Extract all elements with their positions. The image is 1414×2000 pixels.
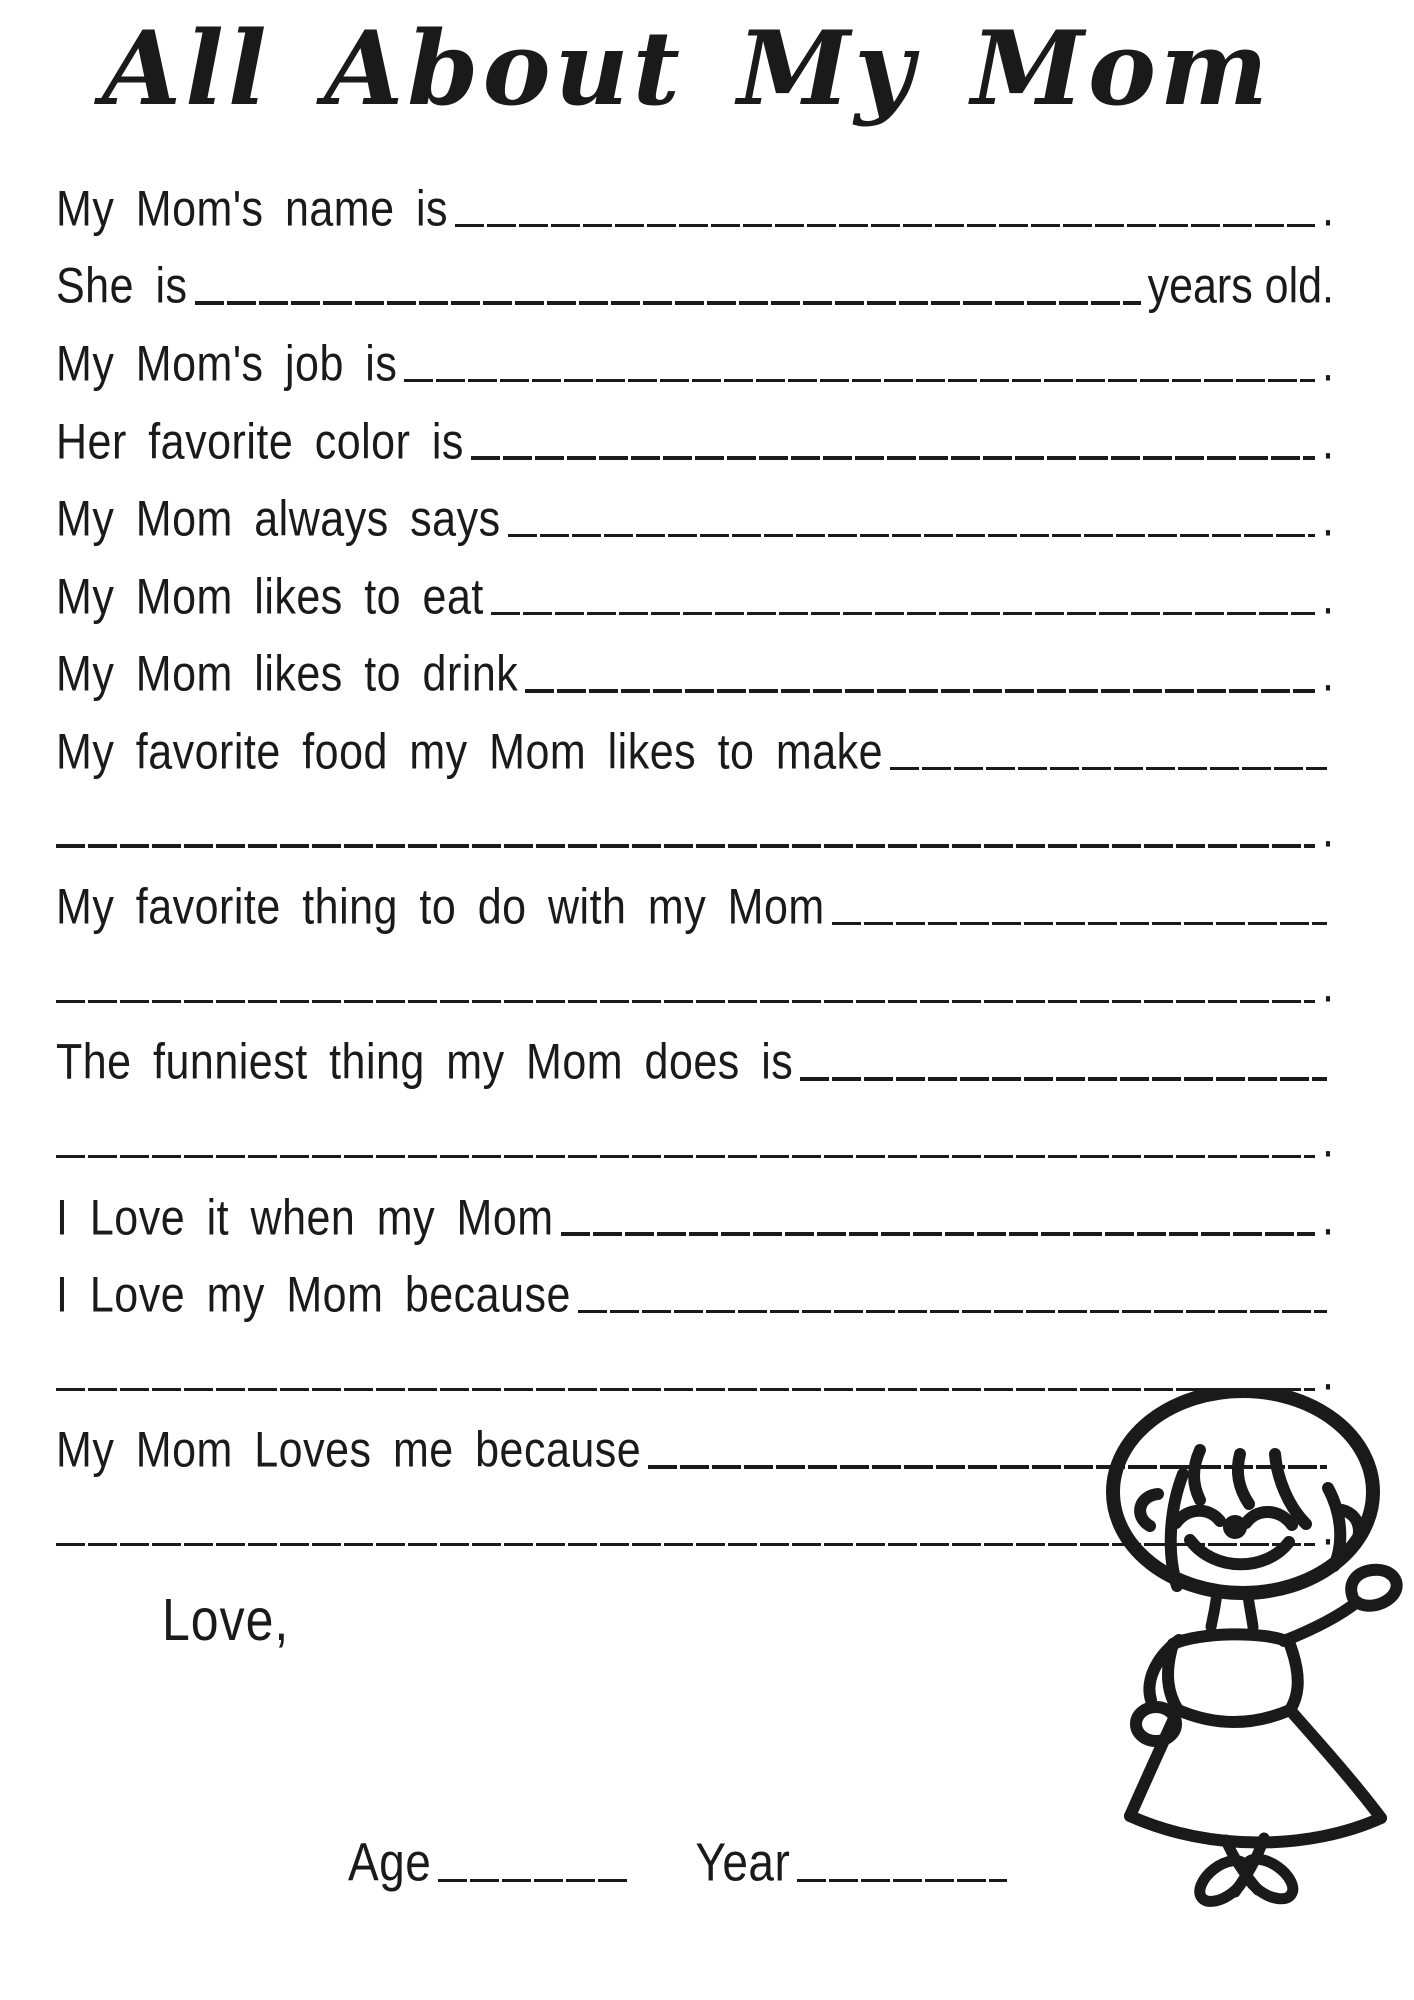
form-row: [56, 934, 1334, 1012]
field-label: My Mom's name is: [56, 181, 449, 237]
fill-in-blank[interactable]: [561, 1232, 1315, 1235]
field-label: My Mom Loves me because: [56, 1422, 642, 1479]
line-suffix: .: [1322, 1112, 1334, 1169]
fill-in-blank[interactable]: [56, 1155, 1315, 1158]
form-row: [56, 702, 1334, 780]
field-label: My Mom likes to eat: [56, 569, 484, 625]
fill-in-blank[interactable]: [471, 456, 1315, 459]
fill-in-blank[interactable]: [195, 301, 1141, 304]
form-row: [56, 779, 1334, 857]
fill-in-blank[interactable]: [525, 689, 1315, 692]
form-row: [56, 469, 1334, 547]
fill-in-blank[interactable]: [491, 612, 1315, 615]
line-suffix: .: [1322, 336, 1334, 393]
fill-in-blank[interactable]: [404, 379, 1315, 382]
field-label: My favorite thing to do with my Mom: [56, 879, 825, 936]
closing-label: Love,: [162, 1586, 290, 1653]
field-label: Her favorite color is: [56, 414, 464, 470]
line-suffix: .: [1322, 1345, 1334, 1401]
line-suffix: .: [1322, 957, 1334, 1013]
line-suffix: .: [1322, 181, 1334, 237]
worksheet-fields: [56, 150, 1334, 1555]
fill-in-blank[interactable]: [578, 1310, 1327, 1313]
field-label: My Mom always says: [56, 491, 501, 548]
line-suffix: .: [1322, 1190, 1334, 1246]
line-suffix: years old.: [1147, 258, 1334, 315]
waving-girl-doodle-svg: [1088, 1388, 1414, 2000]
age-year-row: [348, 1826, 1008, 1890]
field-label: I Love it when my Mom: [56, 1190, 554, 1246]
fill-in-blank[interactable]: [890, 767, 1327, 770]
form-row: [56, 546, 1334, 624]
fill-in-blank[interactable]: [56, 1000, 1315, 1003]
field-label: My favorite food my Mom likes to make: [56, 724, 884, 781]
field-label: My Mom likes to drink: [56, 646, 519, 703]
fill-in-blank[interactable]: [56, 844, 1315, 847]
form-row: [56, 1090, 1334, 1168]
form-row: [56, 1167, 1334, 1245]
form-row: [56, 857, 1334, 935]
line-suffix: .: [1322, 569, 1334, 625]
fill-in-blank[interactable]: [455, 224, 1315, 227]
year-label: Year: [695, 1831, 791, 1892]
form-row: [56, 391, 1334, 469]
form-row: [56, 150, 1334, 236]
age-label: Age: [348, 1831, 432, 1892]
line-suffix: .: [1322, 646, 1334, 703]
form-row: [56, 314, 1334, 392]
fill-in-blank[interactable]: [832, 922, 1327, 925]
field-label: My Mom's job is: [56, 336, 398, 393]
waving-girl-illustration: [1088, 1388, 1414, 2000]
line-suffix: .: [1322, 491, 1334, 548]
form-row: [56, 1245, 1334, 1323]
line-suffix: .: [1322, 414, 1334, 470]
page-title: All About My Mom: [102, 9, 1272, 129]
form-row: [56, 624, 1334, 702]
age-blank[interactable]: [438, 1879, 628, 1882]
field-label: The funniest thing my Mom does is: [56, 1034, 794, 1091]
field-label: She is: [56, 258, 188, 315]
year-blank[interactable]: [797, 1879, 1007, 1882]
field-label: I Love my Mom because: [56, 1267, 571, 1324]
line-suffix: .: [1322, 1500, 1334, 1557]
form-row: [56, 236, 1334, 314]
fill-in-blank[interactable]: [508, 534, 1315, 537]
fill-in-blank[interactable]: [800, 1077, 1327, 1080]
form-row: [56, 1012, 1334, 1090]
line-suffix: .: [1322, 802, 1334, 858]
